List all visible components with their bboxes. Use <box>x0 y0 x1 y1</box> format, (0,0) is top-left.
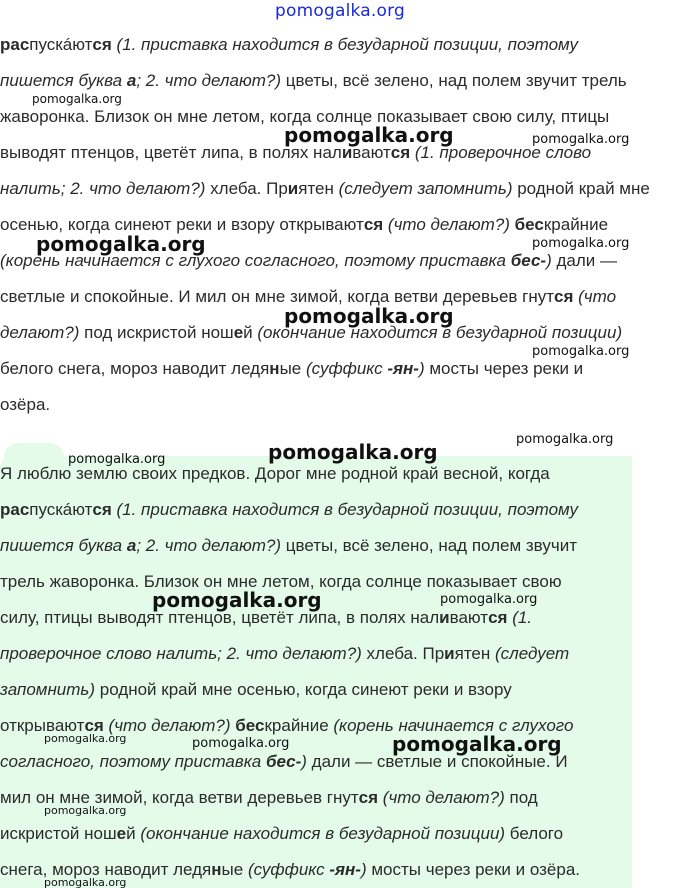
watermark: pomogalka.org <box>284 304 454 328</box>
text-line: осенью, когда синеют реки и взору открываются (что делают?) бескрайние <box>0 215 609 234</box>
watermark: pomogalka.org <box>532 236 630 251</box>
watermark: pomogalka.org <box>284 123 454 147</box>
text-line: мил он мне зимой, когда ветви деревьев гнутся (что делают?) под <box>0 788 538 807</box>
answer-paragraph-2 <box>0 456 632 888</box>
explanation-note: (1. приставка находится в безударной позиции, поэтому <box>116 35 578 54</box>
text-line: открываются (что делают?) бескрайние (корень начинается с глухого <box>0 716 574 735</box>
text-line: распускáются (1. приставка находится в безударной позиции, поэтому <box>0 35 578 54</box>
site-brand[interactable]: pomogalka.org <box>275 1 405 21</box>
text-line: снега, мороз наводит ледяные (суффикс -ян-) мосты через реки и озёра. <box>0 860 581 879</box>
text-line: силу, птицы выводят птенцов, цветёт липа, в полях наливаются (1. <box>0 608 533 627</box>
text-line: искристой ношей (окончание находится в безударной позиции) белого <box>0 824 564 843</box>
watermark: pomogalka.org <box>32 92 122 106</box>
text-line: запомнить) родной край мне осенью, когда синеют реки и взору <box>0 680 512 699</box>
text-line: (корень начинается с глухого согласного, поэтому приставка бес-) дали — <box>0 251 617 270</box>
watermark: pomogalka.org <box>44 876 127 888</box>
text-line: пишется буква а; 2. что делают?) цветы, всё зелено, над полем звучит <box>0 536 577 555</box>
text-line: Я люблю землю своих предков. Дорог мне родной край весной, когда <box>0 464 550 483</box>
watermark: pomogalka.org <box>268 440 438 464</box>
text-line: белого снега, мороз наводит ледяные (суффикс -ян-) мосты через реки и <box>0 359 584 378</box>
text-line: согласного, поэтому приставка бес-) дали — светлые и спокойные. И <box>0 752 568 771</box>
watermark: pomogalka.org <box>532 344 630 359</box>
text-line: выводят птенцов, цветёт липа, в полях наливаются (1. проверочное слово <box>0 143 592 162</box>
text-line: пишется буква а; 2. что делают?) цветы, всё зелено, над полем звучит трель <box>0 71 627 90</box>
watermark: pomogalka.org <box>152 588 322 612</box>
watermark: pomogalka.org <box>36 232 206 256</box>
text-line: делают?) под искристой ношей (окончание находится в безударной позиции) <box>0 323 623 342</box>
watermark: pomogalka.org <box>516 432 614 447</box>
text-line: распускáются (1. приставка находится в безударной позиции, поэтому <box>0 500 578 519</box>
answer-paragraph-1 <box>0 27 680 423</box>
watermark: pomogalka.org <box>68 452 166 467</box>
text-line: трель жаворонка. Близок он мне летом, когда солнце показывает свою <box>0 572 562 591</box>
text-line: светлые и спокойные. И мил он мне зимой, когда ветви деревьев гнутся (что <box>0 287 617 306</box>
watermark: pomogalka.org <box>392 732 562 756</box>
watermark: pomogalka.org <box>532 132 630 147</box>
watermark: pomogalka.org <box>440 592 538 607</box>
text-line: проверочное слово налить; 2. что делают?) хлеба. Приятен (следует <box>0 644 570 663</box>
watermark: pomogalka.org <box>44 804 127 817</box>
text-line: жаворонка. Близок он мне летом, когда солнце показывает свою силу, птицы <box>0 107 610 126</box>
watermark: pomogalka.org <box>44 732 127 745</box>
text-line: озёра. <box>0 395 51 414</box>
watermark: pomogalka.org <box>192 736 290 751</box>
text-line: налить; 2. что делают?) хлеба. Приятен (следует запомнить) родной край мне <box>0 179 650 198</box>
bold-prefix: рас <box>0 35 30 54</box>
